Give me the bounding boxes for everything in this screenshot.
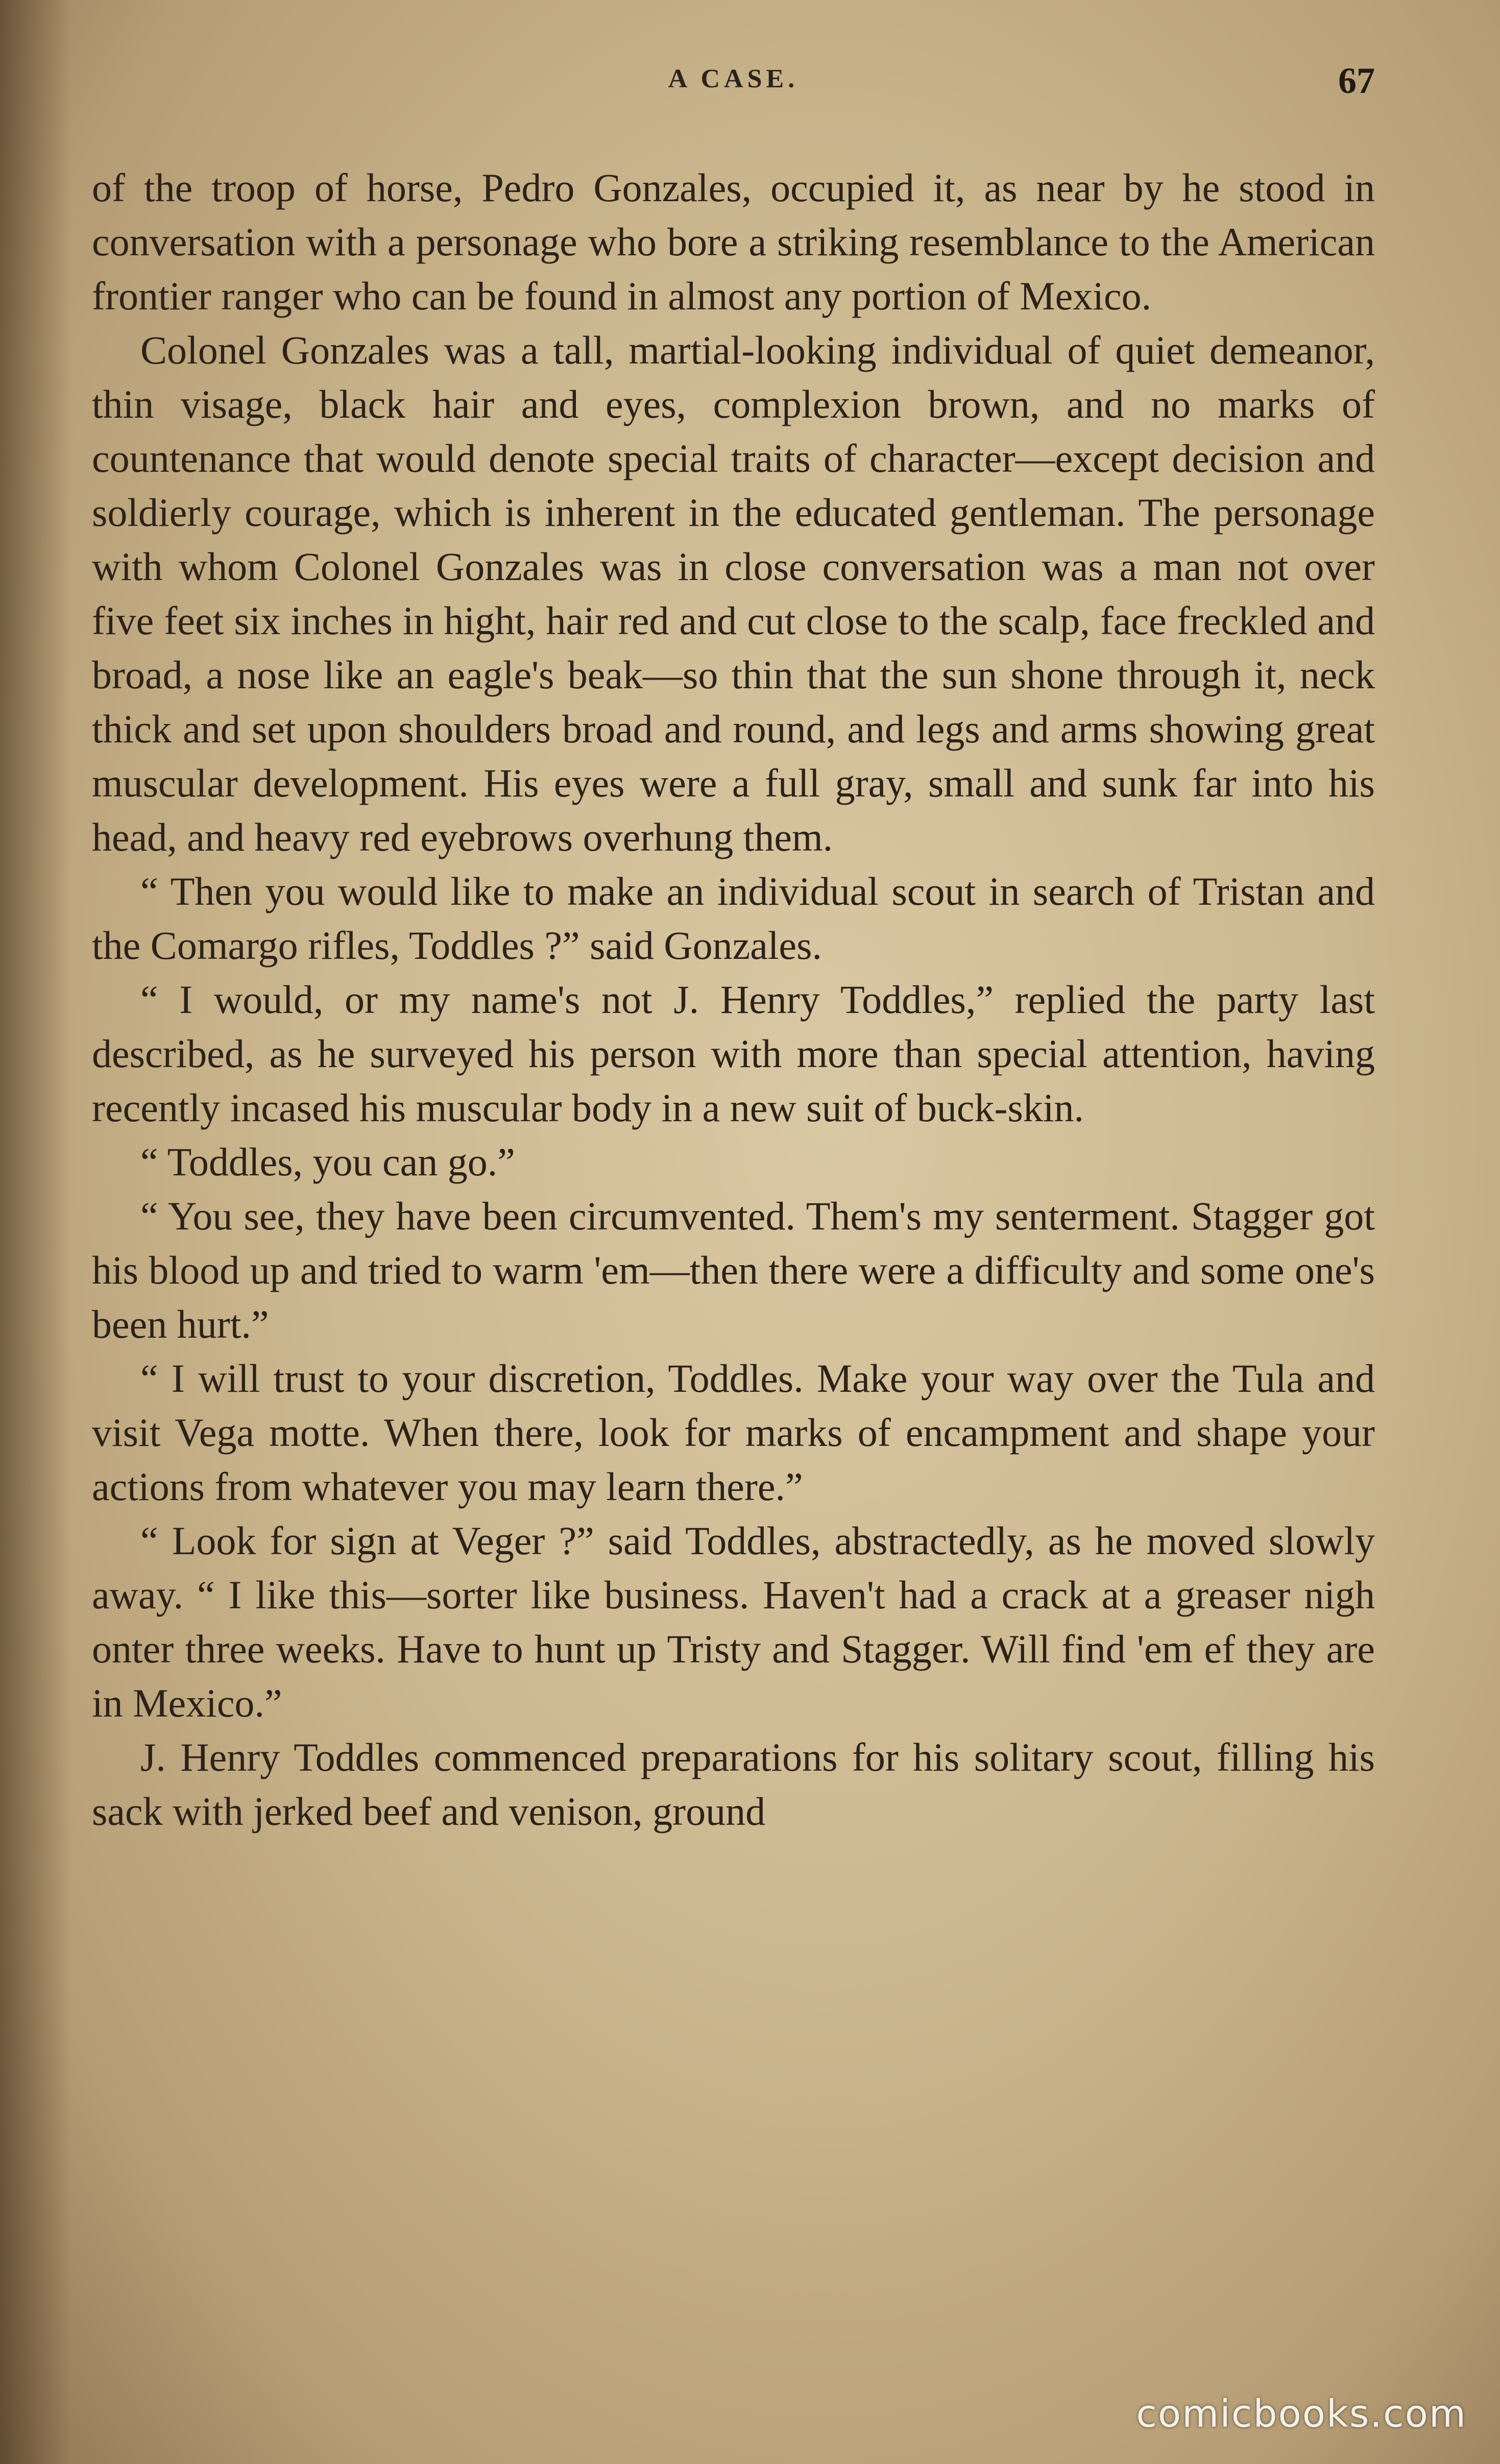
paragraph-4: “ I would, or my name's not J. Henry Toddles,” replied the party last described, as he surveyed his person with more than special attention, having recently incased his muscular body in a new suit of buck-skin. bbox=[92, 977, 1375, 1130]
body-text bbox=[92, 161, 1375, 1839]
paragraph-3: “ Then you would like to make an individual scout in search of Tristan and the Comargo rifles, Toddles ?” said Gonzales. bbox=[92, 869, 1375, 968]
paragraph-9: J. Henry Toddles commenced preparations for his solitary scout, filling his sack with jerked beef and venison, ground bbox=[92, 1735, 1375, 1833]
paragraph-2: Colonel Gonzales was a tall, martial-looking individual of quiet demeanor, thin visage, black hair and eyes, complexion brown, and no marks of countenance that would denote special traits of character—except decision and soldierly courage, which is inherent in the educated gentleman. The personage with whom Colonel Gonzales was in close conversation was a man not over five feet six inches in hight, hair red and cut close to the scalp, face freckled and broad, a nose like an eagle's beak—so thin that the sun shone through it, neck thick and set upon shoulders broad and round, and legs and arms showing great muscular development. His eyes were a full gray, small and sunk far into his head, and heavy red eyebrows overhung them. bbox=[92, 328, 1375, 859]
paragraph-8: “ Look for sign at Veger ?” said Toddles, abstractedly, as he moved slowly away. “ I like this—sorter like business. Haven't had a crack at a greaser nigh onter three weeks. Have to hunt up Tristy and Stagger. Will find 'em ef they are in Mexico.” bbox=[92, 1518, 1375, 1725]
binding-gutter-shadow bbox=[0, 0, 71, 2464]
page-number: 67 bbox=[1338, 60, 1375, 101]
running-head: A CASE. bbox=[668, 64, 799, 93]
paragraph-5: “ Toddles, you can go.” bbox=[140, 1140, 515, 1184]
paragraph-1: of the troop of horse, Pedro Gonzales, occupied it, as near by he stood in conversation with a personage who bore a striking resemblance to the American frontier ranger who can be found in almost any portion of Mexico. bbox=[92, 165, 1375, 318]
page-header bbox=[92, 60, 1375, 110]
paragraph-6: “ You see, they have been circumvented. Them's my senterment. Stagger got his blood up and tried to warm 'em—then there were a difficulty and some one's been hurt.” bbox=[92, 1194, 1375, 1346]
paragraph-7: “ I will trust to your discretion, Toddles. Make your way over the Tula and visit Vega motte. When there, look for marks of encampment and shape your actions from whatever you may learn there.” bbox=[92, 1356, 1375, 1509]
watermark-text: comicbooks.com bbox=[1136, 2392, 1467, 2436]
